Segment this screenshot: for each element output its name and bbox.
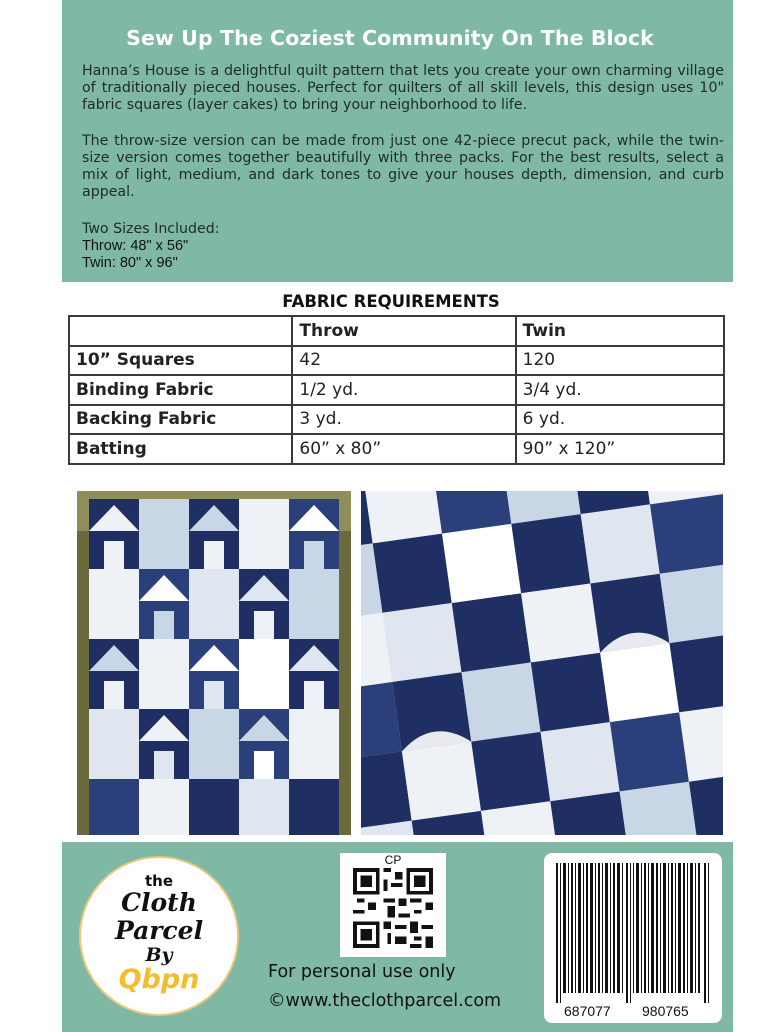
intro-panel bbox=[62, 0, 733, 282]
table-row bbox=[69, 346, 724, 376]
logo-text-parcel: Parcel bbox=[114, 916, 204, 945]
qr-code-box bbox=[340, 853, 446, 957]
table-cell: 42 bbox=[292, 346, 515, 376]
size-twin: Twin: 80" x 96" bbox=[82, 255, 178, 271]
website-copyright: ©www.theclothparcel.com bbox=[268, 991, 502, 1011]
table-header-cell bbox=[69, 316, 292, 346]
qr-label: CP bbox=[384, 853, 402, 867]
table-cell: 3 yd. bbox=[292, 405, 515, 435]
table-header-cell: Throw bbox=[292, 316, 515, 346]
barcode-number-left: 687077 bbox=[564, 1003, 611, 1019]
logo-text-by: By bbox=[145, 944, 173, 966]
requirements-table bbox=[68, 315, 725, 465]
barcode-icon bbox=[544, 853, 722, 1003]
table-cell: Backing Fabric bbox=[69, 405, 292, 435]
table-cell: 90” x 120” bbox=[516, 434, 724, 464]
table-header-row bbox=[69, 316, 724, 346]
size-throw: Throw: 48" x 56" bbox=[82, 238, 189, 254]
table-cell: 60” x 80” bbox=[292, 434, 515, 464]
table-cell: Binding Fabric bbox=[69, 375, 292, 405]
personal-use-notice: For personal use only bbox=[268, 962, 456, 982]
table-row bbox=[69, 375, 724, 405]
intro-paragraph-1: Hanna’s House is a delightful quilt pattern that lets you create your own charming village of traditionally pieced houses. Perfect for quilters of all skill levels, this design uses 10" fabric squares (layer cakes) to bring your neighborhood to life. bbox=[82, 63, 724, 113]
table-cell: 120 bbox=[516, 346, 724, 376]
logo-text-the: the bbox=[144, 872, 174, 890]
table-row bbox=[69, 405, 724, 435]
qr-code-icon bbox=[353, 868, 433, 948]
logo-text-qbpn: Qbpn bbox=[118, 964, 200, 995]
table-cell: 6 yd. bbox=[516, 405, 724, 435]
logo-text-cloth: Cloth bbox=[121, 888, 197, 917]
quilt-photo-hanging bbox=[77, 491, 351, 835]
quilt-photo-closeup bbox=[361, 491, 723, 835]
table-cell: Batting bbox=[69, 434, 292, 464]
table-row bbox=[69, 434, 724, 464]
requirements-title: FABRIC REQUIREMENTS bbox=[282, 292, 500, 311]
barcode-number-right: 980765 bbox=[642, 1003, 689, 1019]
table-cell: 3/4 yd. bbox=[516, 375, 724, 405]
sizes-label: Two Sizes Included: bbox=[82, 221, 220, 237]
brand-logo bbox=[79, 856, 239, 1016]
table-cell: 10” Squares bbox=[69, 346, 292, 376]
barcode bbox=[544, 853, 722, 1023]
table-cell: 1/2 yd. bbox=[292, 375, 515, 405]
intro-paragraph-2: The throw-size version can be made from just one 42-piece precut pack, while the twin-size version comes together beautifully with three packs. For the best results, select a mix of light, medium, and dark tones to give your houses depth, dimension, and curb appeal. bbox=[82, 133, 724, 200]
intro-title: Sew Up The Coziest Community On The Block bbox=[126, 26, 654, 50]
table-header-cell: Twin bbox=[516, 316, 724, 346]
